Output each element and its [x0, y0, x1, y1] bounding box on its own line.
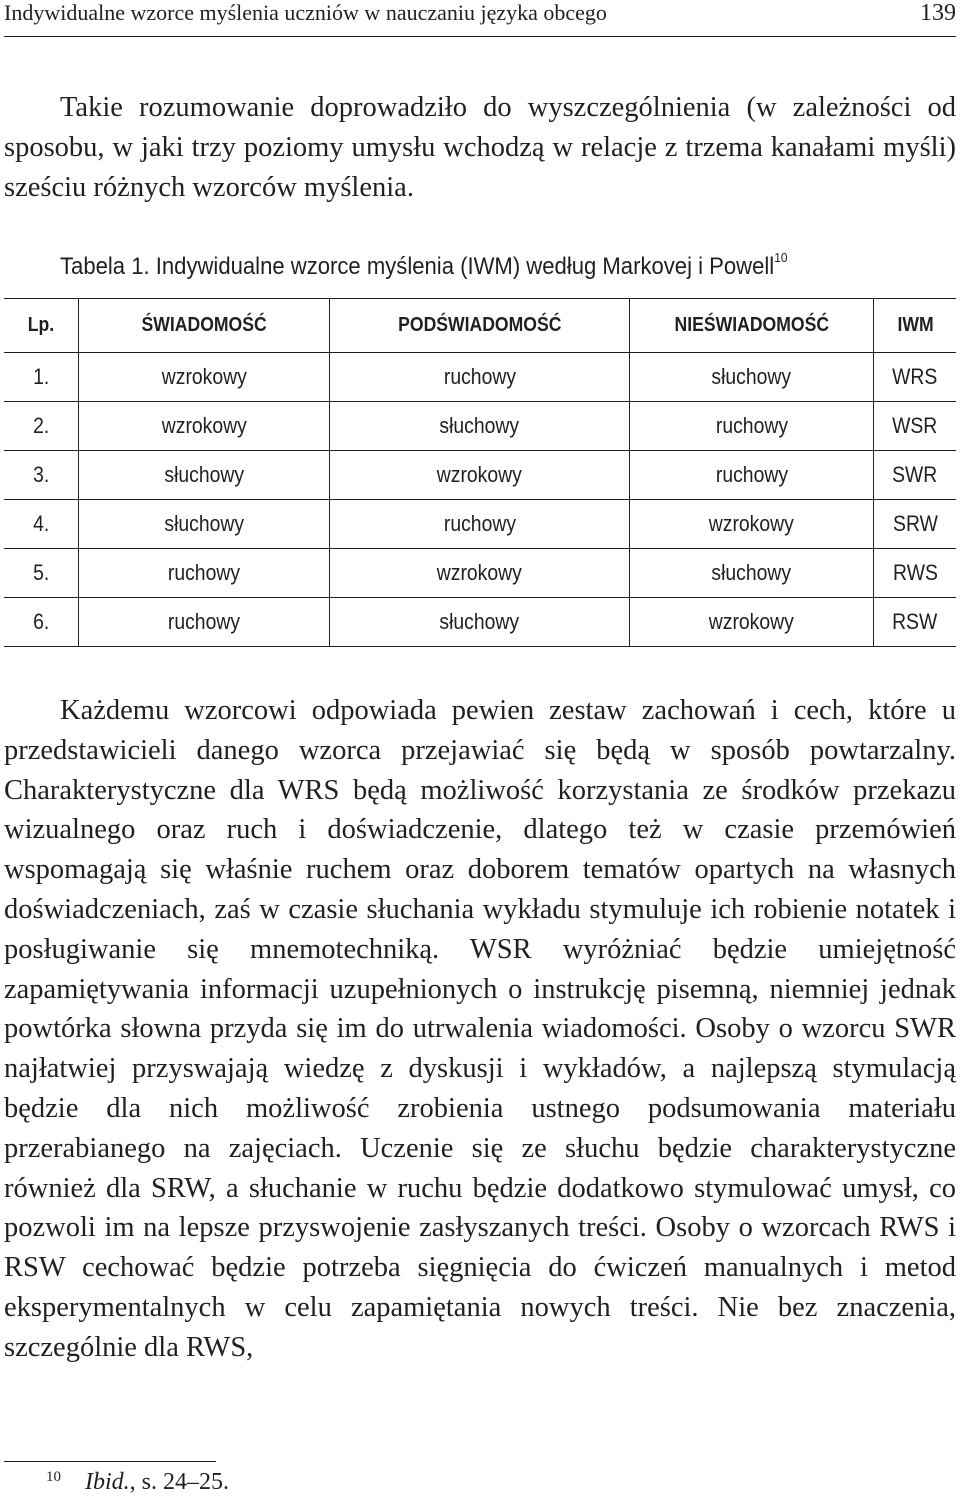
- cell-unconsciousness: ruchowy: [630, 451, 874, 500]
- cell-iwm: RSW: [874, 598, 956, 647]
- cell-iwm: SWR: [874, 451, 956, 500]
- cell-lp: 2.: [4, 402, 78, 451]
- header-consciousness: ŚWIADOMOŚĆ: [78, 299, 330, 353]
- header-iwm: IWM: [874, 299, 956, 353]
- cell-subconsciousness: słuchowy: [330, 402, 630, 451]
- paragraph-patterns: Każdemu wzorcowi odpowiada pewien zestaw zachowań i cech, które u przedstawicieli danego wzorca przejawiać się będą w sposób powtarzalny. Charakterystyczne dla WRS będą możliwość korzystania ze środków przekazu wizualnego oraz ruch i doświadczenie, dlatego też w czasie przemówień wspomagają się właśnie ruchem oraz doborem tematów opartych na własnych doświadczeniach, zaś w czasie słuchania wykładu stymuluje ich robienie notatek i posługiwanie się mnemotechniką. WSR wyróżniać będzie umiejętność zapamiętywania informacji uzupełnionych o instrukcję pisemną, niemniej jednak powtórka słowna przyda się im do utrwalenia wiadomości. Osoby o wzorcu SWR najłatwiej przyswajają wiedzę z dyskusji i wykładów, a najlepszą stymulacją będzie dla nich możliwość zrobienia ustnego podsumowania materiału przerabianego na zajęciach. Uczenie się ze słuchu będzie charakterystyczne również dla SRW, a słuchanie w ruchu będzie dodatkowo stymulować umysł, co pozwoli im na lepsze przyswojenie zasłyszanych treści. Osoby o wzorcach RWS i RSW cechować będzie potrzeba sięgnięcia do ćwiczeń manualnych i metod eksperymentalnych w celu zapamiętania nowych treści. Nie bez znaczenia, szczególnie dla RWS,: [4, 695, 956, 1363]
- footnote: [46, 1462, 229, 1497]
- cell-lp: 5.: [4, 549, 78, 598]
- cell-iwm: WRS: [874, 353, 956, 402]
- table-row: [4, 402, 956, 451]
- cell-consciousness: słuchowy: [78, 451, 330, 500]
- cell-subconsciousness: wzrokowy: [330, 451, 630, 500]
- table-row: [4, 549, 956, 598]
- header-unconsciousness: NIEŚWIADOMOŚĆ: [630, 299, 874, 353]
- cell-consciousness: wzrokowy: [78, 402, 330, 451]
- table-row: [4, 353, 956, 402]
- cell-consciousness: ruchowy: [78, 549, 330, 598]
- cell-consciousness: słuchowy: [78, 500, 330, 549]
- footnote-reference: 10: [774, 250, 788, 265]
- cell-unconsciousness: wzrokowy: [630, 598, 874, 647]
- paragraph-intro: Takie rozumowanie doprowadziło do wyszczególnienia (w zależności od sposobu, w jaki trzy poziomy umysłu wchodzą w relacje z trzema kanałami myśli) sześciu różnych wzorców myślenia.: [4, 92, 956, 203]
- table-row: [4, 598, 956, 647]
- cell-consciousness: wzrokowy: [78, 353, 330, 402]
- table-caption: [60, 240, 788, 285]
- cell-lp: 1.: [4, 353, 78, 402]
- footnote-pages: , s. 24–25.: [129, 1469, 230, 1495]
- thinking-patterns-table: [4, 298, 956, 647]
- table-caption-text: Tabela 1. Indywidualne wzorce myślenia (IWM) według Markovej i Powell: [60, 253, 775, 280]
- header-lp: Lp.: [4, 299, 78, 353]
- cell-subconsciousness: ruchowy: [330, 353, 630, 402]
- cell-lp: 3.: [4, 451, 78, 500]
- cell-consciousness: ruchowy: [78, 598, 330, 647]
- cell-iwm: SRW: [874, 500, 956, 549]
- cell-subconsciousness: wzrokowy: [330, 549, 630, 598]
- cell-iwm: RWS: [874, 549, 956, 598]
- running-title: Indywidualne wzorce myślenia uczniów w nauczaniu języka obcego: [4, 0, 607, 25]
- cell-unconsciousness: ruchowy: [630, 402, 874, 451]
- table-header-row: [4, 299, 956, 353]
- page-number: 139: [920, 0, 956, 26]
- cell-lp: 6.: [4, 598, 78, 647]
- footnote-source: Ibid.: [85, 1469, 130, 1495]
- cell-subconsciousness: słuchowy: [330, 598, 630, 647]
- header-subconsciousness: PODŚWIADOMOŚĆ: [330, 299, 630, 353]
- table-row: [4, 451, 956, 500]
- cell-unconsciousness: wzrokowy: [630, 500, 874, 549]
- footnote-number: 10: [46, 1469, 61, 1485]
- cell-iwm: WSR: [874, 402, 956, 451]
- cell-lp: 4.: [4, 500, 78, 549]
- cell-unconsciousness: słuchowy: [630, 549, 874, 598]
- table-row: [4, 500, 956, 549]
- running-header: [4, 0, 956, 37]
- cell-unconsciousness: słuchowy: [630, 353, 874, 402]
- cell-subconsciousness: ruchowy: [330, 500, 630, 549]
